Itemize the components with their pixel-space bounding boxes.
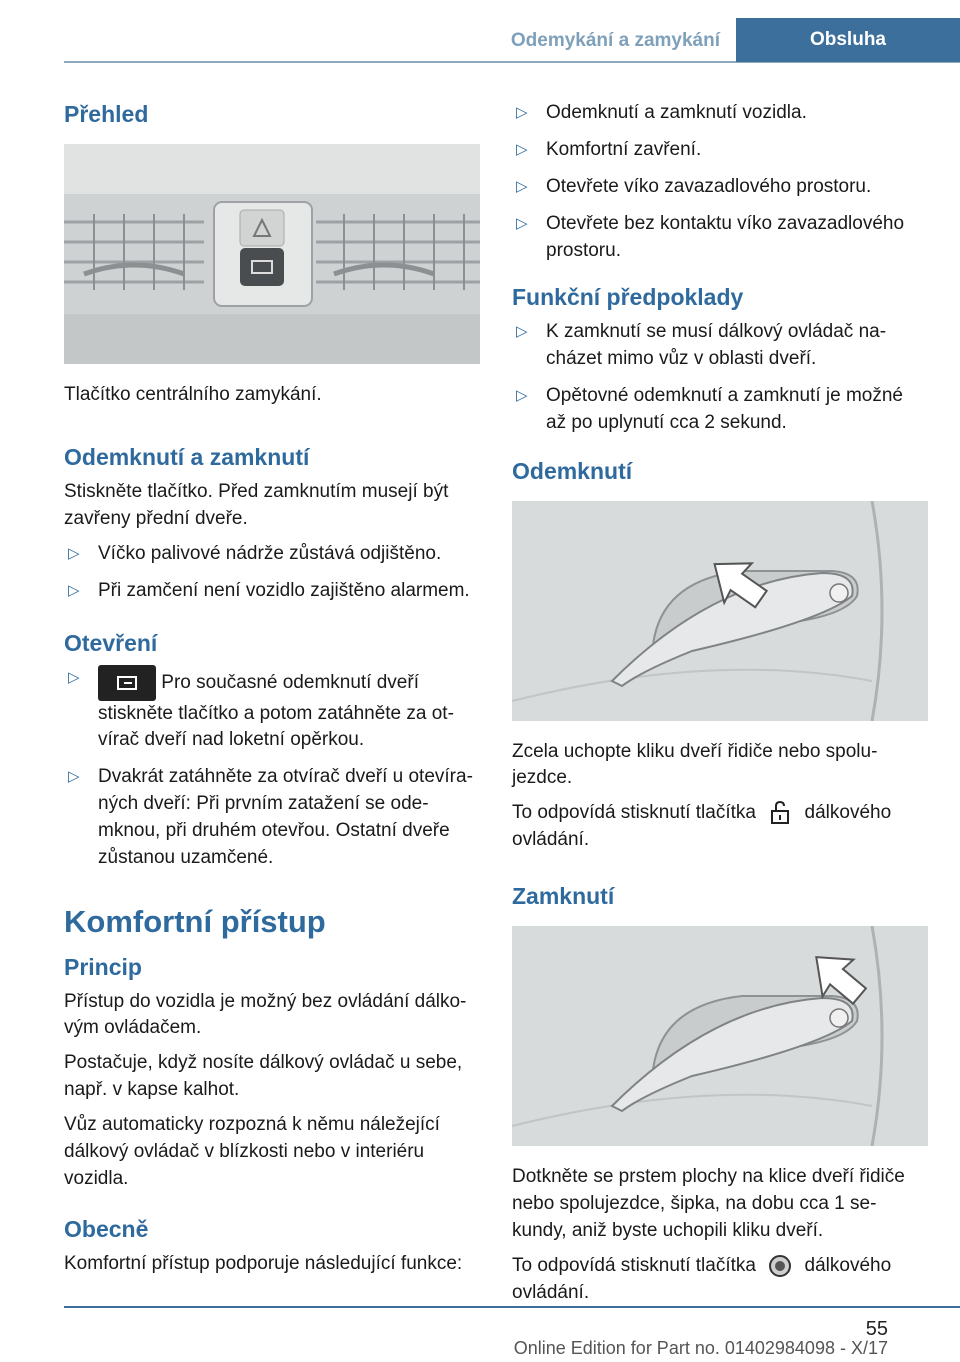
heading-odemknuti-zamknuti: Odemknutí a zamknutí — [64, 443, 310, 470]
lock-button-icon — [767, 1254, 793, 1278]
heading-zamknuti: Zamknutí — [512, 883, 615, 910]
central-locking-button-figure — [64, 144, 480, 364]
list-item: ▷ Otevřete víko zavazadlového prostoru. — [516, 175, 872, 197]
list-item: ▷ Víčko palivové nádrže zůstává odjištěno. — [68, 542, 442, 564]
bullet-list-predpoklady — [512, 319, 928, 437]
bullet-triangle-icon: ▷ — [68, 668, 80, 686]
header-section-title: Odemykání a zamykání — [510, 30, 720, 51]
list-item: ▷ Při zamčení není vozidlo zajištěno alarmem. — [68, 579, 470, 601]
heading-odemknuti: Odemknutí — [512, 457, 633, 484]
door-unlock-button-icon — [98, 665, 156, 701]
unlock-key-icon — [767, 801, 793, 825]
caption-central-locking: Tlačítko centrálního zamykání. — [64, 383, 322, 405]
bullet-triangle-icon: ▷ — [68, 768, 80, 786]
paragraph-odemknuti-2: To odpovídá stisknutí tlačítka dálkového ovládání. — [512, 802, 892, 851]
paragraph-zamknuti-1: Dotkněte se prstem plochy na klice dveří řidiče nebo spolujezdce, šipka, na dobu cca 1 se‐kundy, aniž byste uchopili kliku dveří. — [512, 1166, 905, 1242]
list-item: ▷ Komfortní zavření. — [516, 138, 702, 160]
bullet-list-lock — [64, 541, 480, 605]
heading-obecne: Obecně — [64, 1216, 149, 1243]
bullet-triangle-icon: ▷ — [68, 581, 80, 599]
list-item: ▷ Odemknutí a zamknutí vozidla. — [516, 102, 807, 123]
heading-funkcni-predpoklady: Funkční předpoklady — [512, 283, 744, 310]
bullet-triangle-icon: ▷ — [68, 544, 80, 562]
left-column — [64, 100, 480, 1286]
paragraph-princip-2: Postačuje, když nosíte dálkový ovládač u sebe, např. v kapse kalhot. — [64, 1052, 463, 1101]
header-chapter-tab: Obsluha — [736, 18, 960, 62]
list-item: ▷ K zamknutí se musí dálkový ovládač na‐cházet mimo vůz v oblasti dveří. — [516, 320, 887, 369]
paragraph-princip-3: Vůz automaticky rozpozná k němu náležející dálkový ovládač v blízkosti nebo v interiéru vozidla. — [64, 1114, 440, 1190]
heading-princip: Princip — [64, 953, 142, 980]
paragraph-zamknuti-2: To odpovídá stisknutí tlačítka dálkového ovládání. — [512, 1255, 892, 1304]
footer-edition: Online Edition for Part no. 01402984098 - X/17 — [513, 1338, 888, 1358]
bullet-list-functions — [512, 100, 928, 265]
bullet-triangle-icon: ▷ — [516, 104, 528, 121]
list-item: ▷ Pro současné odemknutí dveří stiskněte tlačítko a potom zatáhněte za ot‐vírač dveří nad loketní opěrkou. — [64, 665, 480, 755]
right-column — [512, 100, 928, 1315]
door-handle-lock-figure — [512, 926, 928, 1146]
bullet-list-otevreni — [64, 665, 480, 873]
heading-prehled: Přehled — [64, 101, 149, 127]
bullet-triangle-icon: ▷ — [516, 322, 528, 340]
list-item: ▷ Opětovné odemknutí a zamknutí je možné až po uplynutí cca 2 sekund. — [516, 384, 903, 433]
list-item: ▷ Otevřete bez kontaktu víko zavazadlového prostoru. — [516, 212, 905, 261]
page-number: 55 — [865, 1318, 888, 1340]
paragraph-obecne: Komfortní přístup podporuje následující funkce: — [64, 1253, 463, 1275]
paragraph-odemknuti-1: Zcela uchopte kliku dveří řidiče nebo spolu‐jezdce. — [512, 740, 878, 789]
heading-otevreni: Otevření — [64, 629, 158, 656]
bullet-triangle-icon: ▷ — [516, 214, 528, 232]
paragraph-press-button: Stiskněte tlačítko. Před zamknutím musejí být zavřeny přední dveře. — [64, 480, 449, 529]
footer-rule — [64, 1306, 960, 1308]
bullet-triangle-icon: ▷ — [516, 140, 528, 158]
list-item: ▷ Dvakrát zatáhněte za otvírač dveří u otevíra‐ných dveří: Při prvním zatažení se ode‐mknou, při druhém otevřou. Ostatní dveře zůstanou uzamčené. — [68, 766, 473, 869]
door-handle-unlock-figure — [512, 501, 928, 721]
bullet-triangle-icon: ▷ — [516, 386, 528, 404]
heading-komfortni-pristup: Komfortní přístup — [64, 904, 326, 940]
bullet-triangle-icon: ▷ — [516, 177, 528, 195]
paragraph-princip-1: Přístup do vozidla je možný bez ovládání dálko‐vým ovládačem. — [64, 990, 467, 1039]
